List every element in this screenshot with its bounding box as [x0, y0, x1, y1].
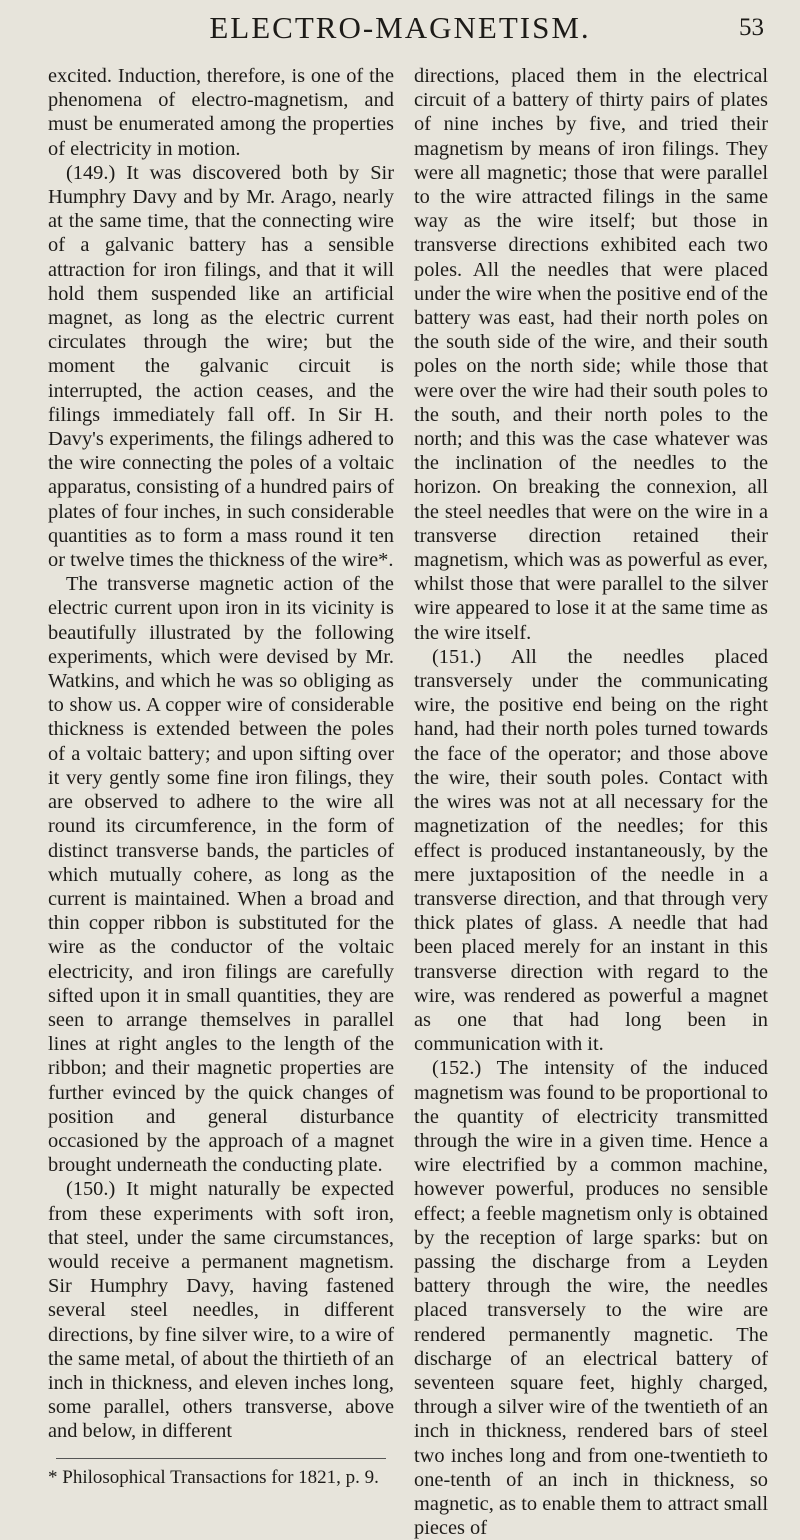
page-number: 53 — [739, 14, 764, 41]
left-column — [48, 64, 394, 1489]
paragraph: excited. Induction, therefore, is one of the phenomena of electro-magnetism, and must be enumerated among the properties of electricity in motion. — [48, 65, 394, 160]
running-title: ELECTRO-MAGNETISM. — [209, 10, 591, 45]
paragraph: (151.) All the needles placed transversely under the communicating wire, the positive end being on the right hand, had their north poles turned towards the face of the operator; and those above the wire, their south poles. Contact with the wires was not at all necessary for the magnetization of the needles; for this effect is produced instantaneously, by the mere juxtaposition of the needle in a transverse direction, and that through very thick plates of glass. A needle that had been placed merely for an instant in this transverse direction with regard to the wire, was rendered as powerful a magnet as one that had long been in communication with it. — [414, 645, 768, 1056]
paragraph: directions, placed them in the electrical circuit of a battery of thirty pairs of plates of nine inches by five, and tried their magnetism by means of iron filings. They were all magnetic; those that were parallel to the wire attracted filings in the same way as the wire itself; but those in transverse directions exhibited each two poles. All the needles that were placed under the wire when the positive end of the battery was east, had their north poles on the south side of the wire, and their south poles on the north side; while those that were over the wire had their south poles to the south, and their north poles to the north; and this was the case whatever was the inclination of the needles to the horizon. On breaking the connexion, all the steel needles that were on the wire in a transverse direction retained their magnetism, which was as powerful as ever, whilst those that were parallel to the silver wire appeared to lose it at the same time as the wire itself. — [414, 65, 768, 644]
paragraph: The transverse magnetic action of the electric current upon iron in its vicinity is beautifully illustrated by the following experiments, which were devised by Mr. Watkins, and which he was so obliging as to show us. A copper wire of considerable thickness is extended between the poles of a voltaic battery; and upon sifting over it very gently some fine iron filings, they are observed to adhere to the wire all round its circumference, in the form of distinct transverse bands, the particles of which mutually cohere, as long as the current is maintained. When a broad and thin copper ribbon is substituted for the wire as the conductor of the voltaic electricity, and iron filings are carefully sifted upon it in small quantities, they are seen to arrange themselves in parallel lines at right angles to the length of the ribbon; and their magnetic properties are further evinced by the quick changes of position and general disturbance occasioned by the approach of a magnet brought underneath the conducting plate. — [48, 573, 394, 1177]
paragraph: (149.) It was discovered both by Sir Humphry Davy and by Mr. Arago, nearly at the same time, that the connecting wire of a galvanic battery has a sensible attraction for iron filings, and that it will hold them suspended like an artificial magnet, as long as the electric current circulates through the wire; but the moment the galvanic circuit is interrupted, the action ceases, and the filings immediately fall off. In Sir H. Davy's experiments, the filings adhered to the wire connecting the poles of a voltaic apparatus, consisting of a hundred pairs of plates of four inches, in such considerable quantities as to form a mass round it ten or twelve times the thickness of the wire*. — [48, 161, 394, 572]
right-column — [414, 64, 768, 1540]
paragraph: (150.) It might naturally be expected from these experiments with soft iron, that steel, under the same circumstances, would receive a permanent magnetism. Sir Humphry Davy, having fastened several steel needles, in different directions, by fine silver wire, to a wire of the same metal, of about the thirtieth of an inch in thickness, and eleven inches long, some parallel, others transverse, above and below, in different — [48, 1178, 394, 1443]
page-header — [0, 10, 800, 64]
paragraph: (152.) The intensity of the induced magnetism was found to be proportional to the quantity of electricity transmitted through the wire in a given time. Hence a wire electrified by a common machine, however powerful, produces no sensible effect; a feeble magnetism only is obtained by the reception of large sparks: but on passing the discharge from a Leyden battery through the wire, the needles placed transversely to the wire are rendered permanently magnetic. The discharge of an electrical battery of seventeen square feet, highly charged, through a silver wire of the twentieth of an inch in thickness, rendered bars of steel two inches long and from one-twentieth to one-tenth of an inch in thickness, so magnetic, as to enable them to attract small pieces of — [414, 1057, 768, 1540]
footnote-divider — [56, 1458, 386, 1459]
footnote: * Philosophical Transactions for 1821, p. 9. — [48, 1466, 379, 1488]
